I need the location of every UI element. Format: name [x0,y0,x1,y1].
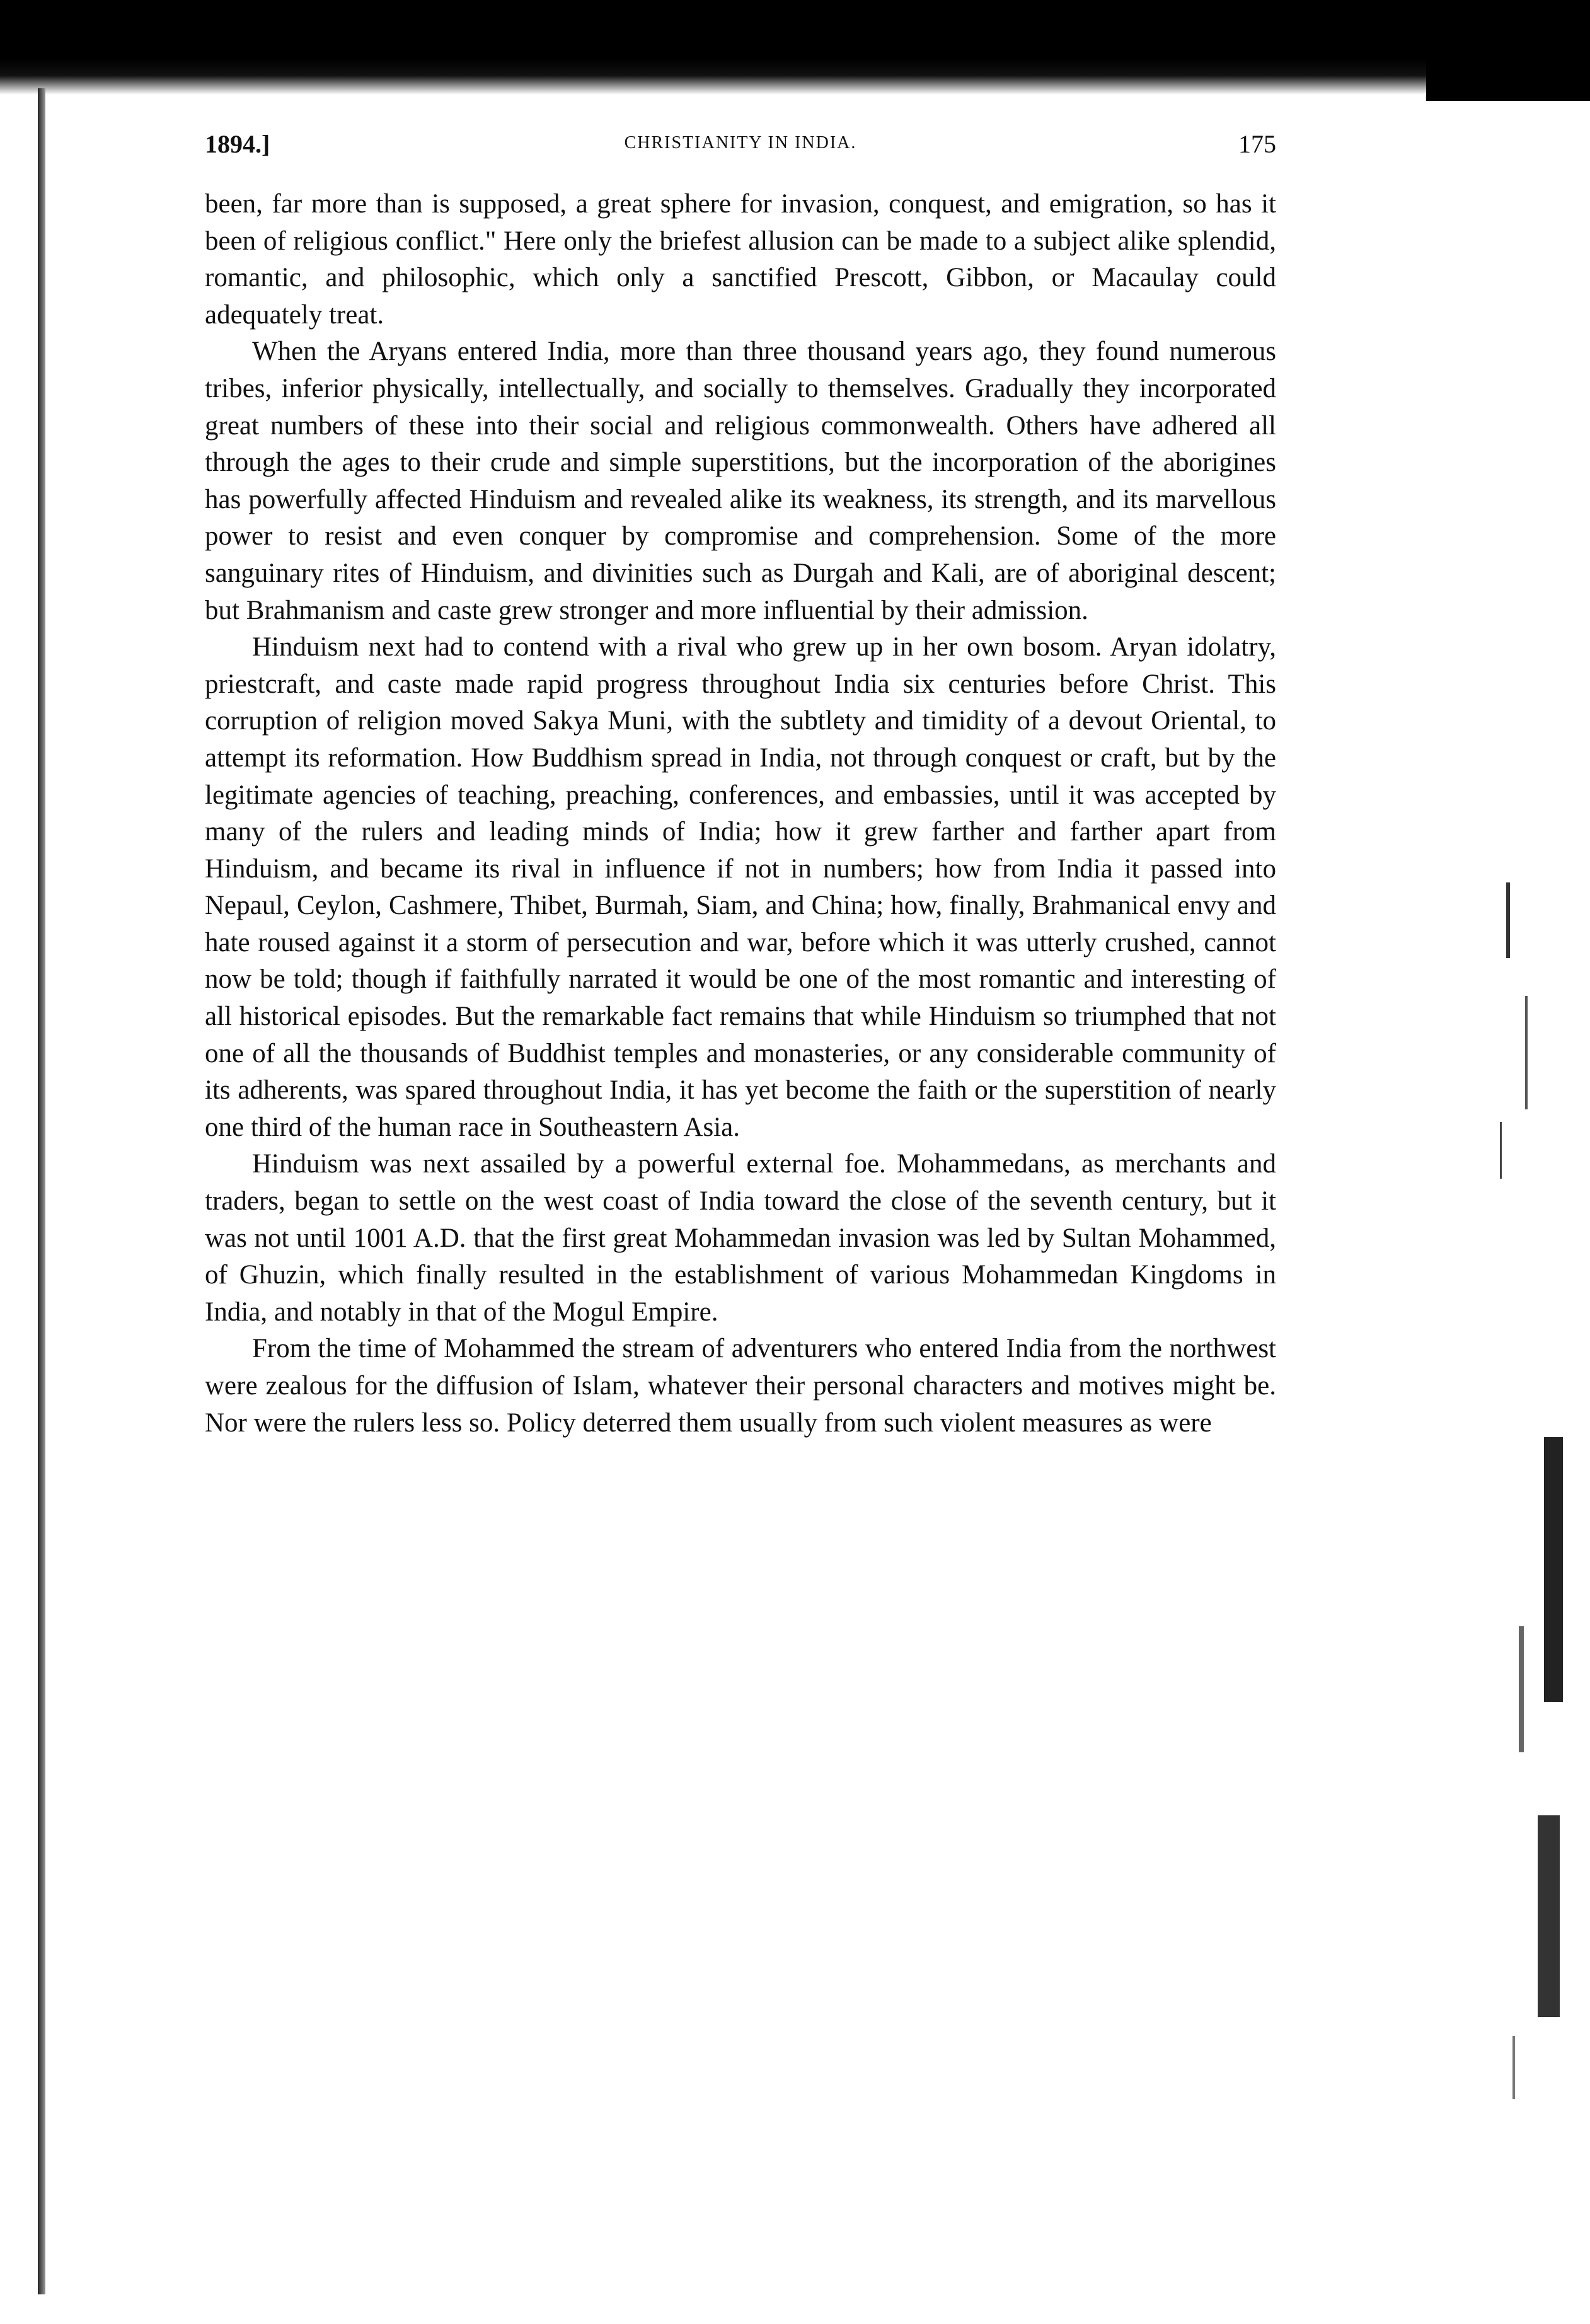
running-header [205,129,1276,167]
page-number: 175 [1238,130,1276,158]
scan-margin-noise [1481,870,1576,2130]
scan-left-binding-edge [38,88,45,2294]
paragraph-5: From the time of Mohammed the stream of adventurers who entered India from the northwest were zealous for the diffusion of Islam, whatever their personal characters and motives might be. Nor were the rulers less so. Policy deterred them usually from such violent measures as were [205,1334,1276,1438]
scan-top-border [0,0,1590,95]
header-year: 1894.] [205,130,270,158]
header-title: CHRISTIANITY IN INDIA. [624,133,857,153]
paragraph-4: Hinduism was next assailed by a powerful external foe. Mohammedans, as merchants and traders, began to settle on the west coast of India toward the close of the seventh century, but it was not until 1001 A.D. that the first great Mohammedan invasion was led by Sultan Mohammed, of Ghuzin, which finally resulted in the establishment of various Mohammedan Kingdoms in India, and notably in that of the Mogul Empire. [205,1149,1276,1327]
document-page [205,129,1276,1442]
body-text [205,186,1276,1442]
paragraph-1: been, far more than is supposed, a great sphere for invasion, conquest, and emigration, so has it been of religious conflict." Here only the briefest allusion can be made to a subject alike splendid, romantic, and philosophic, which only a sanctified Prescott, Gibbon, or Macaulay could adequately treat. [205,189,1276,330]
scan-top-right-artifact [1426,0,1590,101]
paragraph-3: Hinduism next had to contend with a rival who grew up in her own bosom. Aryan idolatry, priestcraft, and caste made rapid progress throughout India six centuries before Christ. This corruption of religion moved Sakya Muni, with the subtlety and timidity of a devout Oriental, to attempt its reformation. How Buddhism spread in India, not through conquest or craft, but by the legitimate agencies of teaching, preaching, conferences, and embassies, until it was accepted by many of the rulers and leading minds of India; how it grew farther and farther apart from Hinduism, and became its rival in influence if not in numbers; how from India it passed into Nepaul, Ceylon, Cashmere, Thibet, Burmah, Siam, and China; how, finally, Brahmanical envy and hate roused against it a storm of persecution and war, before which it was utterly crushed, cannot now be told; though if faithfully narrated it would be one of the most romantic and interesting of all historical episodes. But the remarkable fact remains that while Hinduism so triumphed that not one of all the thousands of Buddhist temples and monasteries, or any considerable community of its adherents, was spared throughout India, it has yet become the faith or the superstition of nearly one third of the human race in Southeastern Asia. [205,632,1276,1142]
paragraph-2: When the Aryans entered India, more than three thousand years ago, they found numerous tribes, inferior physically, intellectually, and socially to themselves. Gradually they incorporated great numbers of these into their social and religious commonwealth. Others have adhered all through the ages to their crude and simple superstitions, but the incorporation of the aborigines has powerfully affected Hinduism and revealed alike its weakness, its strength, and its marvellous power to resist and even conquer by compromise and comprehension. Some of the more sanguinary rites of Hinduism, and divinities such as Durgah and Kali, are of aboriginal descent; but Brahmanism and caste grew stronger and more influential by their admission. [205,337,1276,625]
